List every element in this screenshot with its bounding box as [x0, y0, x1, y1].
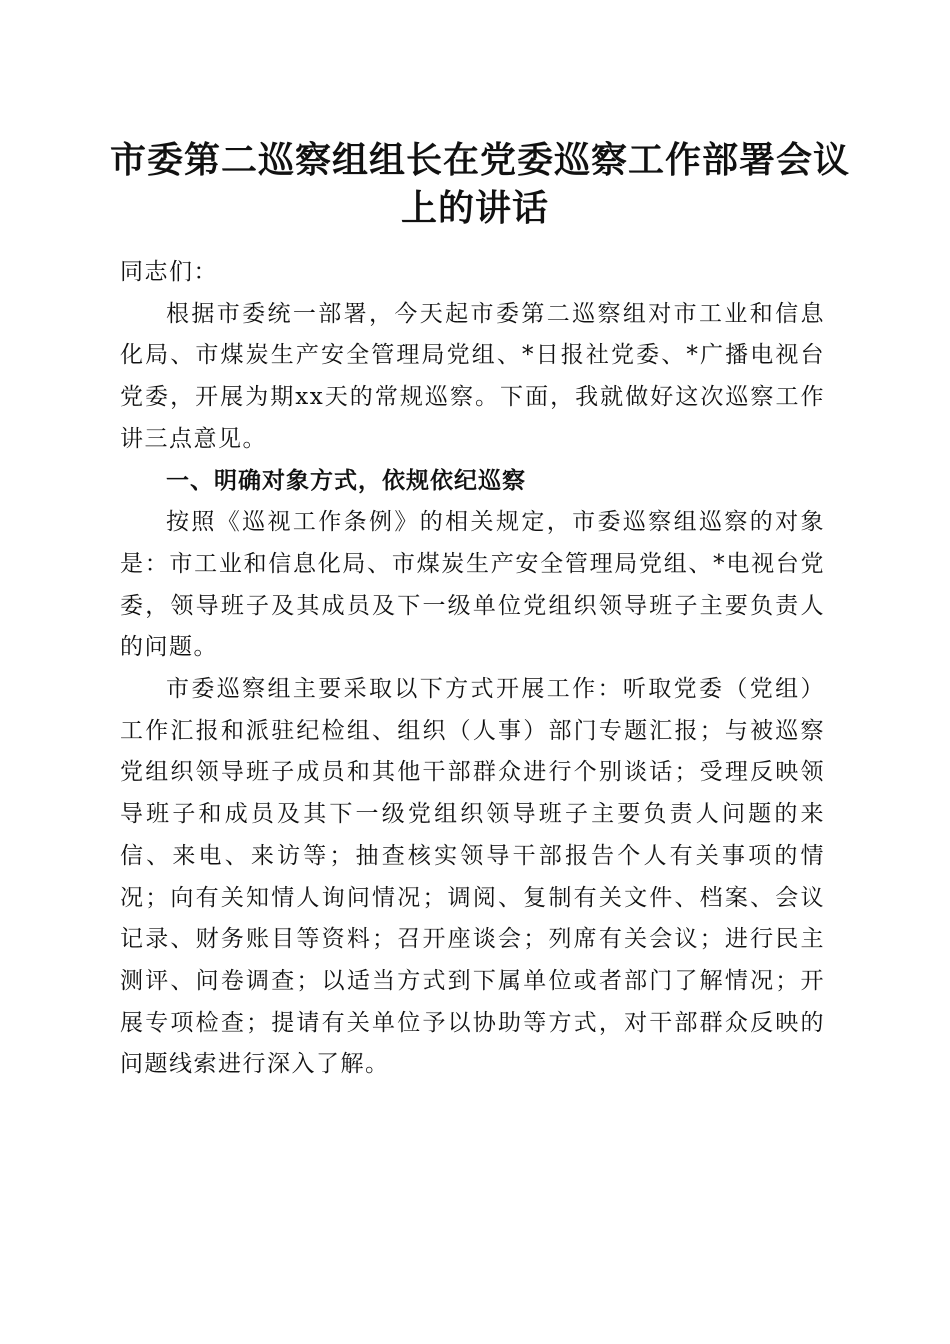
title-line-1: 市委第二巡察组组长在党委巡察工作部署会议: [110, 139, 851, 181]
paragraph-intro: 根据市委统一部署，今天起市委第二巡察组对市工业和信息化局、市煤炭生产安全管理局党组、*日报社党委、*广播电视台党委，开展为期xx天的常规巡察。下面，我就做好这次巡察工作讲三点意见。: [120, 300, 825, 452]
section-heading: 一、明确对象方式，依规依纪巡察: [166, 467, 526, 494]
title-line-2: 上的讲话: [400, 187, 549, 229]
document-title: [110, 136, 851, 232]
paragraph-methods: 市委巡察组主要采取以下方式开展工作：听取党委（党组）工作汇报和派驻纪检组、组织（人事）部门专题汇报；与被巡察党组织领导班子成员和其他干部群众进行个别谈话；受理反映领导班子和成员及其下一级党组织领导班子主要负责人问题的来信、来电、来访等；抽查核实领导干部报告个人有关事项的情况；向有关知情人询问情况；调阅、复制有关文件、档案、会议记录、财务账目等资料；召开座谈会；列席有关会议；进行民主测评、问卷调查；以适当方式到下属单位或者部门了解情况；开展专项检查；提请有关单位予以协助等方式，对干部群众反映的问题线索进行深入了解。: [120, 676, 825, 1078]
paragraph-objects: 按照《巡视工作条例》的相关规定，市委巡察组巡察的对象是：市工业和信息化局、市煤炭生产安全管理局党组、*电视台党委，领导班子及其成员及下一级单位党组织领导班子主要负责人的问题。: [120, 509, 825, 661]
salutation: 同志们：: [120, 259, 218, 285]
document-body: [120, 252, 825, 1086]
